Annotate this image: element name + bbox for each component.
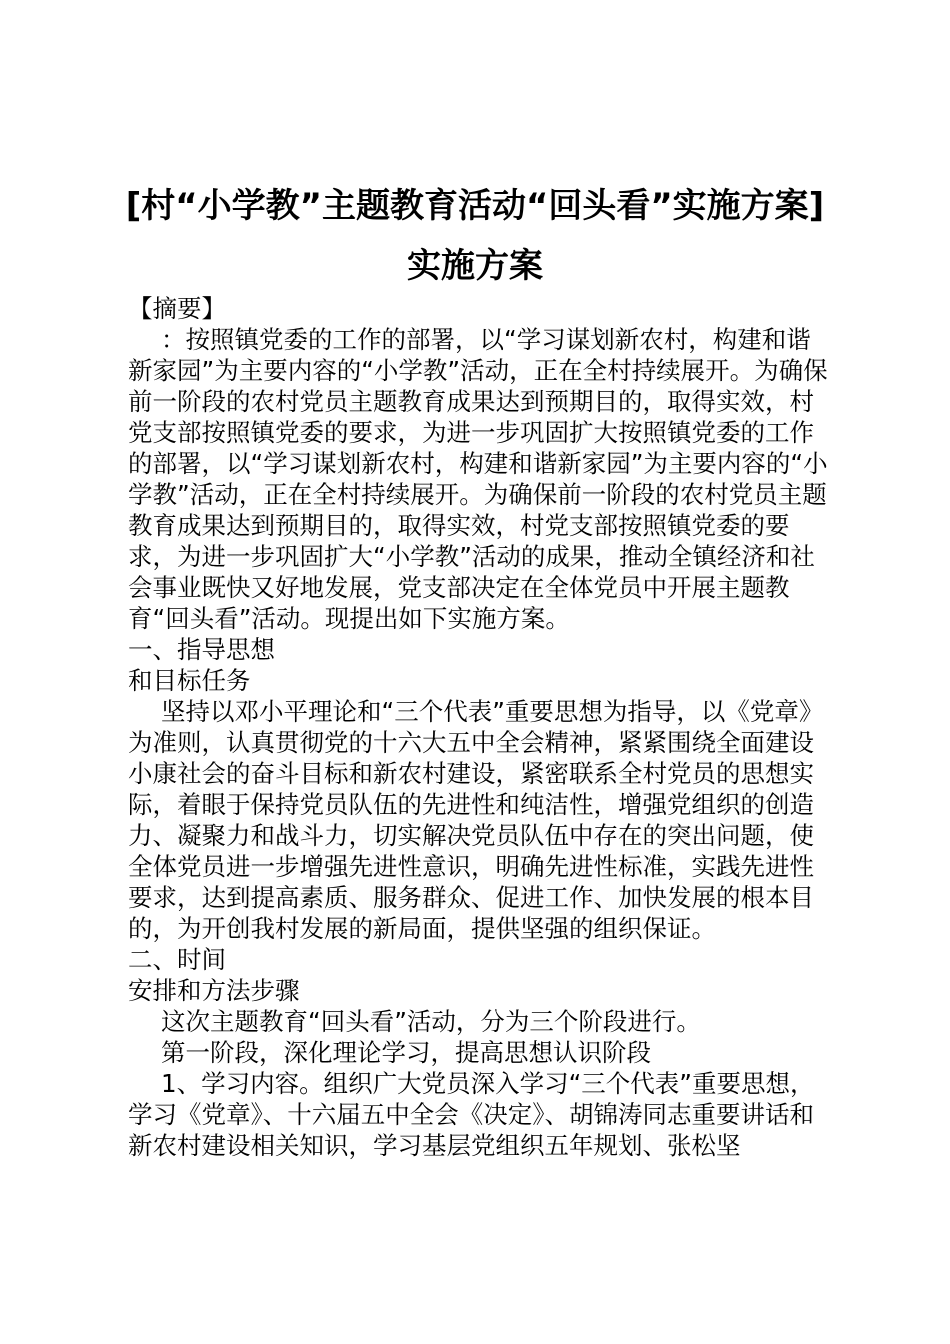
abstract-label: 【摘要】 (128, 294, 226, 323)
phase1-heading: 第一阶段，深化理论学习，提高思想认识阶段 (161, 1038, 651, 1067)
document-body (128, 293, 833, 1161)
section2-heading-continued: 安排和方法步骤 (128, 976, 300, 1005)
document-title: [村“小学教”主题教育活动“回头看”实施方案] (125, 186, 825, 226)
document-subtitle: 实施方案 (407, 246, 543, 286)
section1-heading-continued: 和目标任务 (128, 666, 251, 695)
section1-paragraph: 坚持以邓小平理论和“三个代表”重要思想为指导，以《党章》为准则，认真贯彻党的十六大五中全会精神，紧紧围绕全面建设小康社会的奋斗目标和新农村建设，紧密联系全村党员的思想实际，着眼于保持党员队伍的先进性和纯洁性，增强党组织的创造力、凝聚力和战斗力，切实解决党员队伍中存在的突出问题，使全体党员进一步增强先进性意识，明确先进性标准，实践先进性要求，达到提高素质、服务群众、促进工作、加快发展的根本目的，为开创我村发展的新局面，提供坚强的组织保证。 (128, 697, 824, 943)
section1-heading: 一、指导思想 (128, 635, 275, 664)
section2-intro-paragraph: 这次主题教育“回头看”活动，分为三个阶段进行。 (161, 1007, 701, 1036)
section2-heading: 二、时间 (128, 945, 226, 974)
abstract-paragraph: ：按照镇党委的工作的部署，以“学习谋划新农村，构建和谐新家园”为主要内容的“小学教”活动，正在全村持续展开。为确保前一阶段的农村党员主题教育成果达到预期目的，取得实效，村党支部按照镇党委的要求，为进一步巩固扩大按照镇党委的工作的部署，以“学习谋划新农村，构建和谐新家园”为主要内容的“小学教”活动，正在全村持续展开。为确保前一阶段的农村党员主题教育成果达到预期目的，取得实效，村党支部按照镇党委的要求，为进一步巩固扩大“小学教”活动的成果，推动全镇经济和社会事业既快又好地发展，党支部决定在全体党员中开展主题教育“回头看”活动。现提出如下实施方案。 (128, 325, 828, 633)
phase1-item1-paragraph: 1、学习内容。组织广大党员深入学习“三个代表”重要思想，学习《党章》、十六届五中全会《决定》、胡锦涛同志重要讲话和新农村建设相关知识，学习基层党组织五年规划、张松坚 (128, 1069, 815, 1160)
